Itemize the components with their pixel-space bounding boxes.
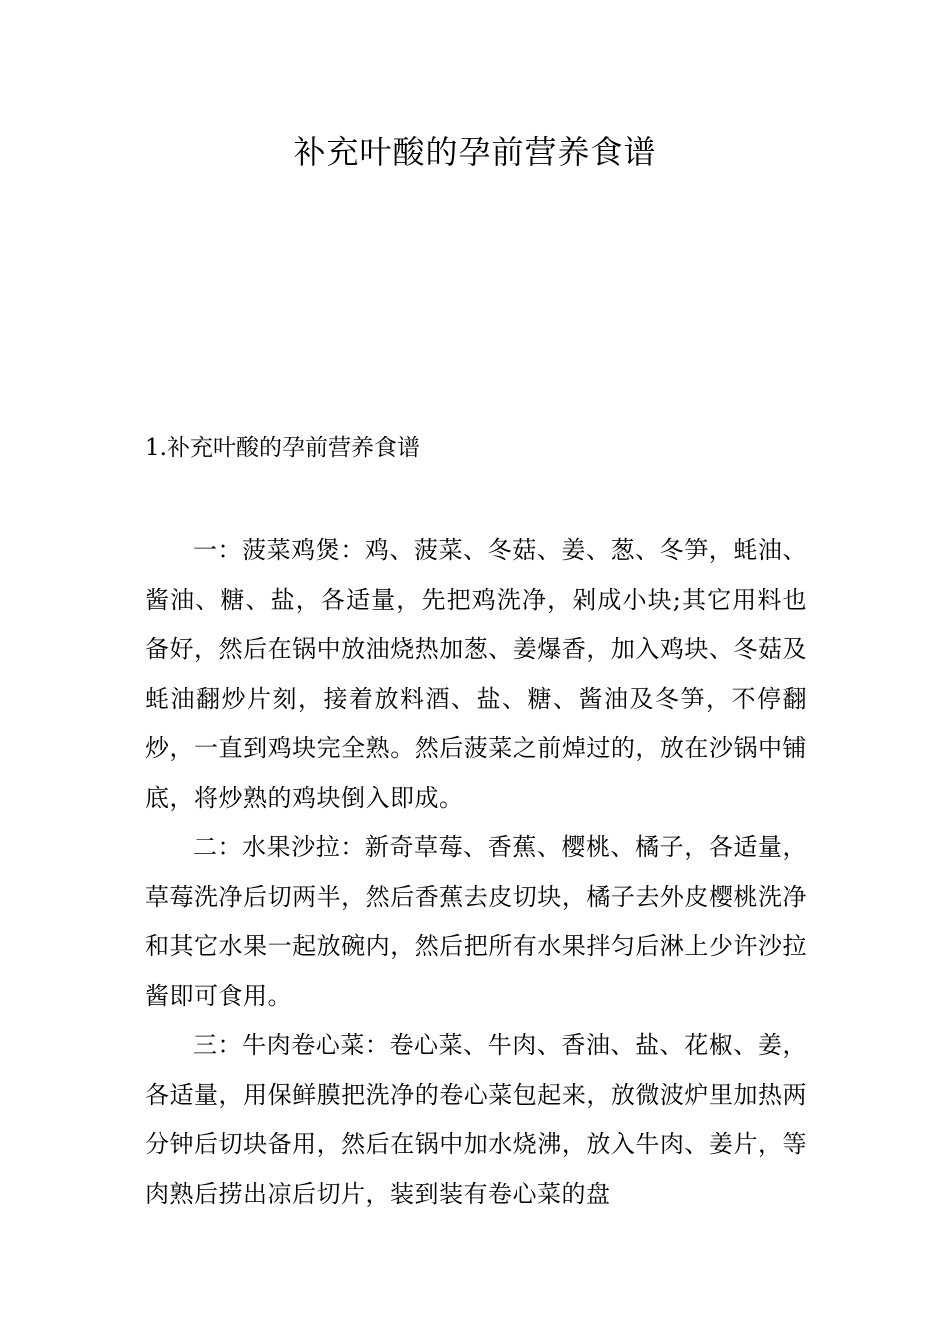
paragraph-spinach-chicken: 一：菠菜鸡煲：鸡、菠菜、冬菇、姜、葱、冬笋，蚝油、酱油、糖、盐，各适量，先把鸡洗净，剁成小块;其它用料也备好，然后在锅中放油烧热加葱、姜爆香，加入鸡块、冬菇及蚝油翻炒片刻，接着放料酒、盐、糖、酱油及冬笋，不停翻炒，一直到鸡块完全熟。然后菠菜之前焯过的，放在沙锅中铺底，将炒熟的鸡块倒入即成。	[145, 536, 807, 812]
document-title: 补充叶酸的孕前营养食谱	[293, 133, 657, 171]
paragraph-fruit-salad: 二：水果沙拉：新奇草莓、香蕉、樱桃、橘子，各适量，草莓洗净后切两半，然后香蕉去皮切块，橘子去外皮樱桃洗净和其它水果一起放碗内，然后把所有水果拌匀后淋上少许沙拉酱即可食用。	[145, 833, 807, 1010]
paragraph-beef-cabbage: 三：牛肉卷心菜：卷心菜、牛肉、香油、盐、花椒、姜，各适量，用保鲜膜把洗净的卷心菜包起来，放微波炉里加热两分钟后切块备用，然后在锅中加水烧沸，放入牛肉、姜片，等肉熟后捞出凉后切片，装到装有卷心菜的盘	[145, 1031, 807, 1208]
body-text	[145, 526, 807, 1219]
section-heading: 1.补充叶酸的孕前营养食谱	[145, 435, 420, 461]
